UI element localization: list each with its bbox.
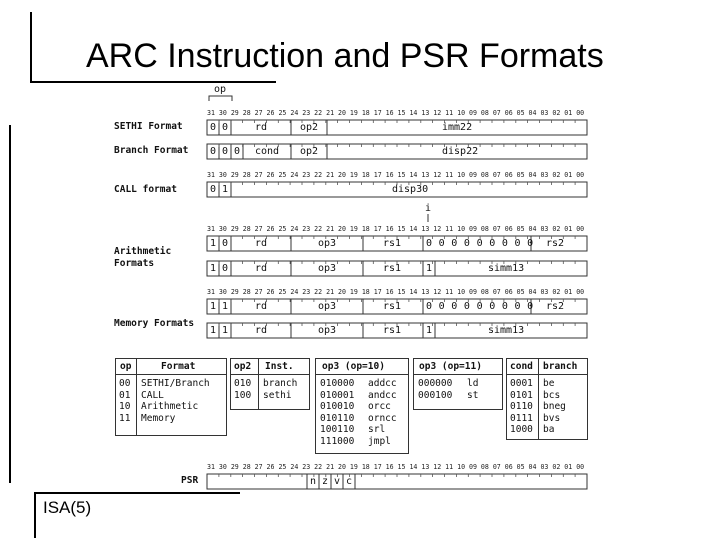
- arith1-rd-field: rd: [255, 238, 268, 249]
- op-table-codes: 00 01 10 11: [119, 378, 131, 424]
- cond-table-header-cond: cond: [510, 361, 533, 372]
- arith1-op-bit0: 1: [210, 238, 217, 249]
- cond-table: [506, 358, 588, 440]
- psr-c-flag: c: [346, 476, 353, 487]
- op3-memory-table-codes: 000000 000100: [418, 378, 453, 401]
- mem1-op-bit1: 1: [222, 301, 229, 312]
- mem2-simm13-field: simm13: [488, 325, 525, 336]
- call-op-bit0: 0: [210, 184, 217, 195]
- op3-arith-table-mnemonics: addcc andcc orcc orncc srl jmpl: [368, 378, 397, 447]
- branch-a-bit: 0: [234, 146, 241, 157]
- mem1-zero-bits: 0 0 0 0 0 0 0 0 0: [426, 301, 534, 312]
- mem2-op3-field: op3: [318, 325, 337, 336]
- op-table-column-rule: [136, 359, 137, 435]
- branch-cond-field: cond: [255, 146, 280, 157]
- mem2-i-bit: 1: [426, 325, 433, 336]
- mem1-op3-field: op3: [318, 301, 337, 312]
- mem1-op-bit0: 1: [210, 301, 217, 312]
- psr-n-flag: n: [310, 476, 317, 487]
- sethi-format-label: SETHI Format: [114, 121, 183, 132]
- call-op-bit1: 1: [222, 184, 229, 195]
- op3-memory-table-header-rule: [414, 374, 502, 375]
- mem1-rd-field: rd: [255, 301, 268, 312]
- op2-table-header-inst: Inst.: [265, 361, 294, 372]
- call-disp30-field: disp30: [392, 184, 429, 195]
- arith1-zero-bits: 0 0 0 0 0 0 0 0 0: [426, 238, 534, 249]
- branch-disp22-field: disp22: [442, 146, 479, 157]
- psr-z-flag: z: [322, 476, 329, 487]
- mem1-rs2-field: rs2: [546, 301, 565, 312]
- arith2-i-bit: 1: [426, 263, 433, 274]
- mem2-op-bit0: 1: [210, 325, 217, 336]
- op-table-header-format: Format: [161, 361, 196, 372]
- sethi-op-bit1: 0: [222, 122, 229, 133]
- arithmetic-format-label-line1: Arithmetic: [114, 246, 172, 257]
- cond-table-branches: be bcs bneg bvs ba: [543, 378, 566, 436]
- memory-format-label: Memory Formats: [114, 318, 195, 329]
- bit-numbers-memory: 31 30 29 28 27 26 25 24 23 22 21 20 19 18 17 16 15 14 13 12 11 10 09 08 07 06 05 04 03 02 01 00: [207, 288, 585, 296]
- branch-op-bit1: 0: [222, 146, 229, 157]
- footer-label: ISA(5): [43, 498, 92, 517]
- sethi-op2-field: op2: [300, 122, 319, 133]
- op2-table: [230, 358, 310, 410]
- op-table: [115, 358, 227, 436]
- psr-label: PSR: [181, 475, 199, 486]
- bit-numbers-top: 31 30 29 28 27 26 25 24 23 22 21 20 19 18 17 16 15 14 13 12 11 10 09 08 07 06 05 04 03 02 01 00: [207, 109, 585, 117]
- arithmetic-format-label-line2: Formats: [114, 258, 155, 269]
- op-annotation: op: [214, 84, 227, 95]
- arith1-op3-field: op3: [318, 238, 337, 249]
- op2-table-header-op2: op2: [234, 361, 252, 372]
- arith2-simm13-field: simm13: [488, 263, 525, 274]
- op2-table-instructions: branch sethi: [263, 378, 298, 401]
- mem2-rd-field: rd: [255, 325, 268, 336]
- mem2-op-bit1: 1: [222, 325, 229, 336]
- mem2-rs1-field: rs1: [383, 325, 402, 336]
- call-format-label: CALL format: [114, 184, 177, 195]
- op3-memory-table-mnemonics: ld st: [467, 378, 479, 401]
- op3-memory-table-header: op3 (op=11): [419, 361, 482, 372]
- op3-arith-table-header-rule: [316, 374, 408, 375]
- op-table-header-op: op: [120, 361, 132, 372]
- bit-numbers-arith: 31 30 29 28 27 26 25 24 23 22 21 20 19 18 17 16 15 14 13 12 11 10 09 08 07 06 05 04 03 02 01 00: [207, 225, 585, 233]
- bit-numbers-call: 31 30 29 28 27 26 25 24 23 22 21 20 19 18 17 16 15 14 13 12 11 10 09 08 07 06 05 04 03 02 01 00: [207, 171, 585, 179]
- op3-arith-table-header: op3 (op=10): [322, 361, 385, 372]
- sethi-rd-field: rd: [255, 122, 268, 133]
- op3-arith-table-codes: 010000 010001 010010 010110 100110 111000: [320, 378, 355, 447]
- cond-table-codes: 0001 0101 0110 0111 1000: [510, 378, 533, 436]
- sethi-op-bit0: 0: [210, 122, 217, 133]
- op-table-header-rule: [116, 374, 226, 375]
- cond-table-header-branch: branch: [543, 361, 578, 372]
- arith2-rs1-field: rs1: [383, 263, 402, 274]
- op-table-formats: SETHI/Branch CALL Arithmetic Memory: [141, 378, 210, 424]
- psr-v-flag: v: [334, 476, 341, 487]
- op2-table-header-rule: [231, 374, 309, 375]
- cond-table-header-rule: [507, 374, 587, 375]
- arith1-op-bit1: 0: [222, 238, 229, 249]
- branch-op-bit0: 0: [210, 146, 217, 157]
- i-annotation: i: [425, 203, 432, 214]
- arith2-op3-field: op3: [318, 263, 337, 274]
- op2-table-codes: 010 100: [234, 378, 252, 401]
- arith2-op-bit1: 0: [222, 263, 229, 274]
- mem1-rs1-field: rs1: [383, 301, 402, 312]
- op3-arith-table: [315, 358, 409, 454]
- arith2-rd-field: rd: [255, 263, 268, 274]
- arith1-rs2-field: rs2: [546, 238, 565, 249]
- arith2-op-bit0: 1: [210, 263, 217, 274]
- slide-title: ARC Instruction and PSR Formats: [86, 37, 604, 75]
- branch-op2-field: op2: [300, 146, 319, 157]
- cond-table-column-rule: [538, 359, 539, 439]
- arith1-rs1-field: rs1: [383, 238, 402, 249]
- branch-format-label: Branch Format: [114, 145, 189, 156]
- op2-table-column-rule: [258, 359, 259, 409]
- sethi-imm22-field: imm22: [442, 122, 473, 133]
- op3-memory-table: [413, 358, 503, 410]
- bit-numbers-psr: 31 30 29 28 27 26 25 24 23 22 21 20 19 18 17 16 15 14 13 12 11 10 09 08 07 06 05 04 03 02 01 00: [207, 463, 585, 471]
